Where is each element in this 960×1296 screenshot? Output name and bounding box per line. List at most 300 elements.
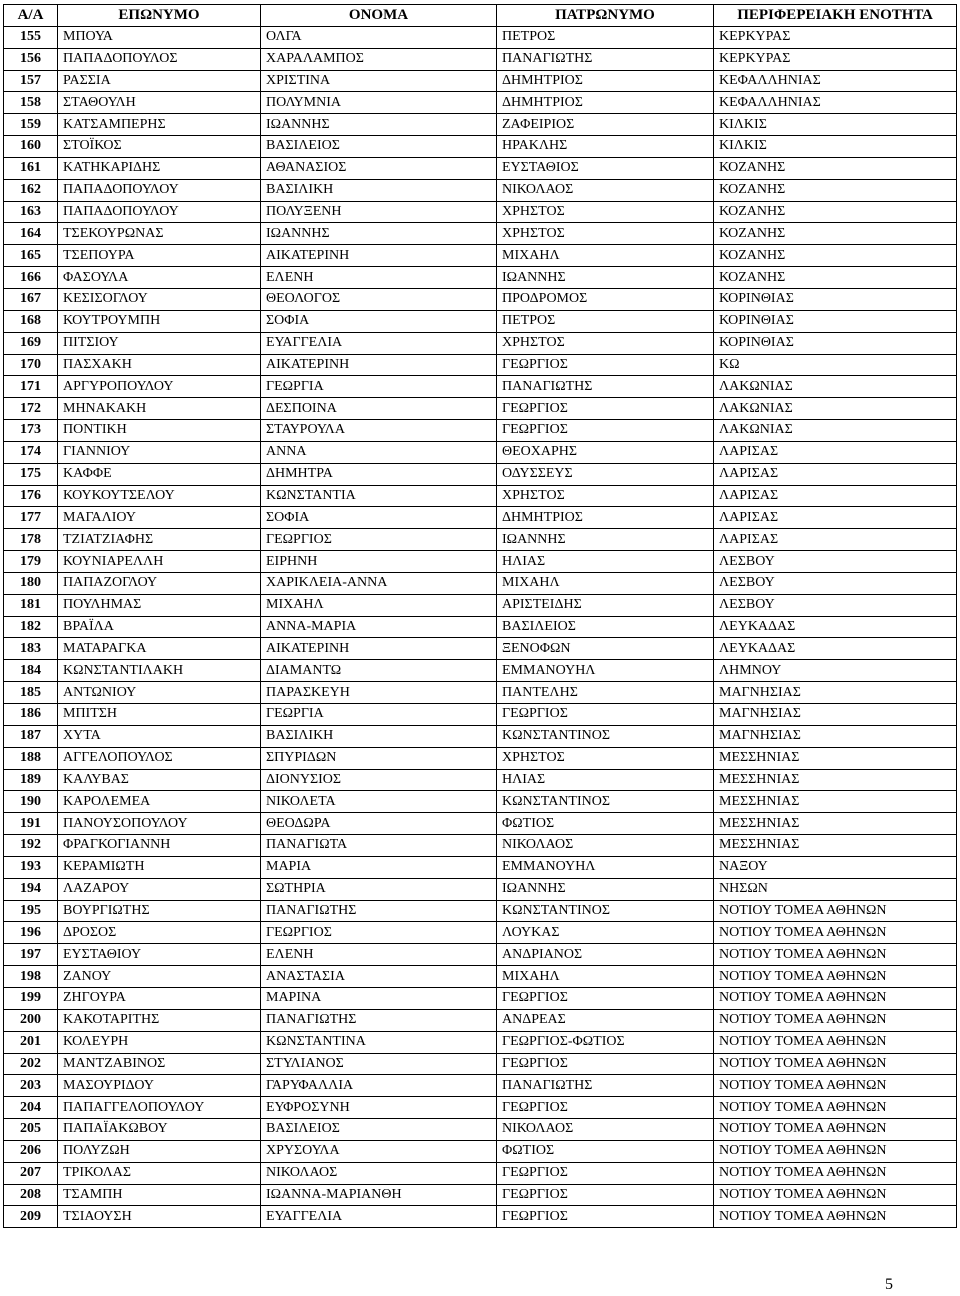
regional-unit-cell: ΝΟΤΙΟΥ ΤΟΜΕΑ ΑΘΗΝΩΝ xyxy=(714,1119,957,1141)
fathers-name-cell: ΓΕΩΡΓΙΟΣ xyxy=(497,1053,714,1075)
surname-cell: ΠΑΠΑΪΑΚΩΒΟΥ xyxy=(58,1119,261,1141)
regional-unit-cell: ΚΟΖΑΝΗΣ xyxy=(714,179,957,201)
row-number: 193 xyxy=(4,856,58,878)
table-row xyxy=(4,1162,957,1184)
first-name-cell: ΟΛΓΑ xyxy=(261,26,497,48)
first-name-cell: ΠΑΝΑΓΙΩΤΗΣ xyxy=(261,1009,497,1031)
row-number: 182 xyxy=(4,616,58,638)
row-number: 168 xyxy=(4,310,58,332)
row-number: 183 xyxy=(4,638,58,660)
row-number: 174 xyxy=(4,441,58,463)
regional-unit-cell: ΚΩ xyxy=(714,354,957,376)
surname-cell: ΤΣΕΚΟΥΡΩΝΑΣ xyxy=(58,223,261,245)
first-name-cell: ΜΙΧΑΗΛ xyxy=(261,594,497,616)
row-number: 165 xyxy=(4,245,58,267)
surname-cell: ΠΑΣΧΑΚΗ xyxy=(58,354,261,376)
fathers-name-cell: ΙΩΑΝΝΗΣ xyxy=(497,267,714,289)
regional-unit-cell: ΚΟΖΑΝΗΣ xyxy=(714,201,957,223)
table-row xyxy=(4,332,957,354)
row-number: 200 xyxy=(4,1009,58,1031)
surname-cell: ΛΑΖΑΡΟΥ xyxy=(58,878,261,900)
regional-unit-cell: ΝΟΤΙΟΥ ΤΟΜΕΑ ΑΘΗΝΩΝ xyxy=(714,987,957,1009)
table-row xyxy=(4,704,957,726)
surname-cell: ΚΑΤΗΚΑΡΙΔΗΣ xyxy=(58,157,261,179)
surname-cell: ΚΑΛΥΒΑΣ xyxy=(58,769,261,791)
regional-unit-cell: ΝΟΤΙΟΥ ΤΟΜΕΑ ΑΘΗΝΩΝ xyxy=(714,966,957,988)
table-row xyxy=(4,245,957,267)
surname-cell: ΚΟΥΤΡΟΥΜΠΗ xyxy=(58,310,261,332)
fathers-name-cell: ΠΡΟΔΡΟΜΟΣ xyxy=(497,288,714,310)
fathers-name-cell: ΝΙΚΟΛΑΟΣ xyxy=(497,835,714,857)
fathers-name-cell: ΧΡΗΣΤΟΣ xyxy=(497,201,714,223)
row-number: 198 xyxy=(4,966,58,988)
surname-cell: ΧΥΤΑ xyxy=(58,725,261,747)
regional-unit-cell: ΝΟΤΙΟΥ ΤΟΜΕΑ ΑΘΗΝΩΝ xyxy=(714,1206,957,1228)
table-row xyxy=(4,725,957,747)
surname-cell: ΡΑΣΣΙΑ xyxy=(58,70,261,92)
table-row xyxy=(4,594,957,616)
table-row xyxy=(4,638,957,660)
fathers-name-cell: ΚΩΝΣΤΑΝΤΙΝΟΣ xyxy=(497,791,714,813)
table-row xyxy=(4,507,957,529)
fathers-name-cell: ΓΕΩΡΓΙΟΣ xyxy=(497,987,714,1009)
table-row xyxy=(4,682,957,704)
regional-unit-cell: ΛΗΜΝΟΥ xyxy=(714,660,957,682)
first-name-cell: ΔΙΑΜΑΝΤΩ xyxy=(261,660,497,682)
table-row xyxy=(4,922,957,944)
header-aa: Α/Α xyxy=(4,5,58,27)
regional-unit-cell: ΜΕΣΣΗΝΙΑΣ xyxy=(714,747,957,769)
fathers-name-cell: ΑΡΙΣΤΕΙΔΗΣ xyxy=(497,594,714,616)
first-name-cell: ΓΕΩΡΓΙΑ xyxy=(261,704,497,726)
surname-cell: ΠΟΛΥΖΩΗ xyxy=(58,1140,261,1162)
regional-unit-cell: ΜΕΣΣΗΝΙΑΣ xyxy=(714,769,957,791)
table-row xyxy=(4,92,957,114)
row-number: 175 xyxy=(4,463,58,485)
table-row xyxy=(4,856,957,878)
regional-unit-cell: ΜΑΓΝΗΣΙΑΣ xyxy=(714,682,957,704)
surname-cell: ΚΟΥΚΟΥΤΣΕΛΟΥ xyxy=(58,485,261,507)
fathers-name-cell: ΓΕΩΡΓΙΟΣ xyxy=(497,1206,714,1228)
table-row xyxy=(4,1009,957,1031)
surname-cell: ΠΙΤΣΙΟΥ xyxy=(58,332,261,354)
fathers-name-cell: ΙΩΑΝΝΗΣ xyxy=(497,529,714,551)
first-name-cell: ΑΝΑΣΤΑΣΙΑ xyxy=(261,966,497,988)
row-number: 164 xyxy=(4,223,58,245)
regional-unit-cell: ΚΟΖΑΝΗΣ xyxy=(714,223,957,245)
surname-cell: ΠΟΥΛΗΜΑΣ xyxy=(58,594,261,616)
first-name-cell: ΣΟΦΙΑ xyxy=(261,310,497,332)
fathers-name-cell: ΗΡΑΚΛΗΣ xyxy=(497,136,714,158)
fathers-name-cell: ΕΜΜΑΝΟΥΗΛ xyxy=(497,660,714,682)
regional-unit-cell: ΛΕΣΒΟΥ xyxy=(714,551,957,573)
regional-unit-cell: ΜΕΣΣΗΝΙΑΣ xyxy=(714,835,957,857)
row-number: 177 xyxy=(4,507,58,529)
table-row xyxy=(4,660,957,682)
regional-unit-cell: ΚΟΡΙΝΘΙΑΣ xyxy=(714,288,957,310)
fathers-name-cell: ΓΕΩΡΓΙΟΣ xyxy=(497,1162,714,1184)
table-row xyxy=(4,1053,957,1075)
table-row xyxy=(4,572,957,594)
table-row xyxy=(4,616,957,638)
fathers-name-cell: ΚΩΝΣΤΑΝΤΙΝΟΣ xyxy=(497,900,714,922)
first-name-cell: ΓΕΩΡΓΙΑ xyxy=(261,376,497,398)
regional-unit-cell: ΚΟΖΑΝΗΣ xyxy=(714,267,957,289)
first-name-cell: ΑΘΑΝΑΣΙΟΣ xyxy=(261,157,497,179)
first-name-cell: ΕΥΑΓΓΕΛΙΑ xyxy=(261,1206,497,1228)
row-number: 186 xyxy=(4,704,58,726)
table-row xyxy=(4,48,957,70)
regional-unit-cell: ΝΟΤΙΟΥ ΤΟΜΕΑ ΑΘΗΝΩΝ xyxy=(714,922,957,944)
row-number: 180 xyxy=(4,572,58,594)
regional-unit-cell: ΝΟΤΙΟΥ ΤΟΜΕΑ ΑΘΗΝΩΝ xyxy=(714,1053,957,1075)
regional-unit-cell: ΜΕΣΣΗΝΙΑΣ xyxy=(714,813,957,835)
first-name-cell: ΠΑΡΑΣΚΕΥΗ xyxy=(261,682,497,704)
fathers-name-cell: ΝΙΚΟΛΑΟΣ xyxy=(497,1119,714,1141)
regional-unit-cell: ΜΑΓΝΗΣΙΑΣ xyxy=(714,704,957,726)
table-row xyxy=(4,201,957,223)
row-number: 156 xyxy=(4,48,58,70)
fathers-name-cell: ΔΗΜΗΤΡΙΟΣ xyxy=(497,70,714,92)
first-name-cell: ΜΑΡΙΝΑ xyxy=(261,987,497,1009)
page-number: 5 xyxy=(885,1276,893,1293)
fathers-name-cell: ΜΙΧΑΗΛ xyxy=(497,572,714,594)
row-number: 157 xyxy=(4,70,58,92)
regional-unit-cell: ΚΕΡΚΥΡΑΣ xyxy=(714,48,957,70)
fathers-name-cell: ΠΑΝΑΓΙΩΤΗΣ xyxy=(497,48,714,70)
row-number: 161 xyxy=(4,157,58,179)
surname-cell: ΕΥΣΤΑΘΙΟΥ xyxy=(58,944,261,966)
table-row xyxy=(4,1206,957,1228)
surname-cell: ΚΑΡΟΛΕΜΕΑ xyxy=(58,791,261,813)
surname-cell: ΠΟΝΤΙΚΗ xyxy=(58,420,261,442)
row-number: 160 xyxy=(4,136,58,158)
fathers-name-cell: ΠΑΝΑΓΙΩΤΗΣ xyxy=(497,1075,714,1097)
first-name-cell: ΙΩΑΝΝΗΣ xyxy=(261,223,497,245)
regional-unit-cell: ΝΟΤΙΟΥ ΤΟΜΕΑ ΑΘΗΝΩΝ xyxy=(714,1009,957,1031)
regional-unit-cell: ΜΕΣΣΗΝΙΑΣ xyxy=(714,791,957,813)
surname-cell: ΚΟΛΕΥΡΗ xyxy=(58,1031,261,1053)
first-name-cell: ΝΙΚΟΛΕΤΑ xyxy=(261,791,497,813)
table-row xyxy=(4,551,957,573)
table-row xyxy=(4,1031,957,1053)
row-number: 184 xyxy=(4,660,58,682)
surname-cell: ΦΑΣΟΥΛΑ xyxy=(58,267,261,289)
regional-unit-cell: ΚΟΖΑΝΗΣ xyxy=(714,157,957,179)
surname-cell: ΚΩΝΣΤΑΝΤΙΛΑΚΗ xyxy=(58,660,261,682)
row-number: 176 xyxy=(4,485,58,507)
header-first-name: ΟΝΟΜΑ xyxy=(261,5,497,27)
table-row xyxy=(4,769,957,791)
row-number: 187 xyxy=(4,725,58,747)
table-row xyxy=(4,944,957,966)
row-number: 189 xyxy=(4,769,58,791)
fathers-name-cell: ΦΩΤΙΟΣ xyxy=(497,813,714,835)
row-number: 196 xyxy=(4,922,58,944)
regional-unit-cell: ΛΕΥΚΑΔΑΣ xyxy=(714,638,957,660)
surname-cell: ΚΟΥΝΙΑΡΕΛΛΗ xyxy=(58,551,261,573)
regional-unit-cell: ΛΑΡΙΣΑΣ xyxy=(714,441,957,463)
roster-body xyxy=(4,26,957,1227)
regional-unit-cell: ΝΟΤΙΟΥ ΤΟΜΕΑ ΑΘΗΝΩΝ xyxy=(714,1162,957,1184)
table-row xyxy=(4,354,957,376)
table-row xyxy=(4,441,957,463)
first-name-cell: ΚΩΝΣΤΑΝΤΙΑ xyxy=(261,485,497,507)
regional-unit-cell: ΚΙΛΚΙΣ xyxy=(714,114,957,136)
fathers-name-cell: ΖΑΦΕΙΡΙΟΣ xyxy=(497,114,714,136)
regional-unit-cell: ΝΟΤΙΟΥ ΤΟΜΕΑ ΑΘΗΝΩΝ xyxy=(714,944,957,966)
fathers-name-cell: ΓΕΩΡΓΙΟΣ xyxy=(497,398,714,420)
fathers-name-cell: ΜΙΧΑΗΛ xyxy=(497,245,714,267)
surname-cell: ΠΑΠΑΖΟΓΛΟΥ xyxy=(58,572,261,594)
surname-cell: ΠΑΝΟΥΣΟΠΟΥΛΟΥ xyxy=(58,813,261,835)
regional-unit-cell: ΛΑΡΙΣΑΣ xyxy=(714,529,957,551)
fathers-name-cell: ΓΕΩΡΓΙΟΣ xyxy=(497,420,714,442)
first-name-cell: ΓΕΩΡΓΙΟΣ xyxy=(261,922,497,944)
table-row xyxy=(4,310,957,332)
surname-cell: ΑΡΓΥΡΟΠΟΥΛΟΥ xyxy=(58,376,261,398)
surname-cell: ΜΑΝΤΖΑΒΙΝΟΣ xyxy=(58,1053,261,1075)
first-name-cell: ΑΝΝΑ xyxy=(261,441,497,463)
row-number: 204 xyxy=(4,1097,58,1119)
row-number: 172 xyxy=(4,398,58,420)
header-surname: ΕΠΩΝΥΜΟ xyxy=(58,5,261,27)
row-number: 169 xyxy=(4,332,58,354)
regional-unit-cell: ΛΕΥΚΑΔΑΣ xyxy=(714,616,957,638)
surname-cell: ΜΑΤΑΡΑΓΚΑ xyxy=(58,638,261,660)
table-row xyxy=(4,1097,957,1119)
row-number: 181 xyxy=(4,594,58,616)
surname-cell: ΜΠΙΤΣΗ xyxy=(58,704,261,726)
surname-cell: ΚΕΡΑΜΙΩΤΗ xyxy=(58,856,261,878)
surname-cell: ΑΓΓΕΛΟΠΟΥΛΟΣ xyxy=(58,747,261,769)
regional-unit-cell: ΝΟΤΙΟΥ ΤΟΜΕΑ ΑΘΗΝΩΝ xyxy=(714,1184,957,1206)
fathers-name-cell: ΑΝΔΡΕΑΣ xyxy=(497,1009,714,1031)
regional-unit-cell: ΝΟΤΙΟΥ ΤΟΜΕΑ ΑΘΗΝΩΝ xyxy=(714,1097,957,1119)
row-number: 178 xyxy=(4,529,58,551)
fathers-name-cell: ΕΥΣΤΑΘΙΟΣ xyxy=(497,157,714,179)
table-row xyxy=(4,529,957,551)
first-name-cell: ΠΟΛΥΞΕΝΗ xyxy=(261,201,497,223)
surname-cell: ΖΗΓΟΥΡΑ xyxy=(58,987,261,1009)
first-name-cell: ΘΕΟΛΟΓΟΣ xyxy=(261,288,497,310)
regional-unit-cell: ΛΑΡΙΣΑΣ xyxy=(714,463,957,485)
regional-unit-cell: ΝΟΤΙΟΥ ΤΟΜΕΑ ΑΘΗΝΩΝ xyxy=(714,1140,957,1162)
table-row xyxy=(4,288,957,310)
table-row xyxy=(4,987,957,1009)
surname-cell: ΚΕΣΙΣΟΓΛΟΥ xyxy=(58,288,261,310)
fathers-name-cell: ΝΙΚΟΛΑΟΣ xyxy=(497,179,714,201)
row-number: 195 xyxy=(4,900,58,922)
regional-unit-cell: ΚΟΖΑΝΗΣ xyxy=(714,245,957,267)
regional-unit-cell: ΚΕΦΑΛΛΗΝΙΑΣ xyxy=(714,92,957,114)
surname-cell: ΤΣΕΠΟΥΡΑ xyxy=(58,245,261,267)
table-row xyxy=(4,1184,957,1206)
surname-cell: ΖΑΝΟΥ xyxy=(58,966,261,988)
first-name-cell: ΣΠΥΡΙΔΩΝ xyxy=(261,747,497,769)
row-number: 166 xyxy=(4,267,58,289)
regional-unit-cell: ΛΑΡΙΣΑΣ xyxy=(714,507,957,529)
regional-unit-cell: ΛΑΡΙΣΑΣ xyxy=(714,485,957,507)
table-row xyxy=(4,747,957,769)
fathers-name-cell: ΠΑΝΑΓΙΩΤΗΣ xyxy=(497,376,714,398)
first-name-cell: ΧΡΥΣΟΥΛΑ xyxy=(261,1140,497,1162)
first-name-cell: ΘΕΟΔΩΡΑ xyxy=(261,813,497,835)
row-number: 192 xyxy=(4,835,58,857)
row-number: 197 xyxy=(4,944,58,966)
regional-unit-cell: ΝΟΤΙΟΥ ΤΟΜΕΑ ΑΘΗΝΩΝ xyxy=(714,900,957,922)
surname-cell: ΜΗΝΑΚΑΚΗ xyxy=(58,398,261,420)
surname-cell: ΤΡΙΚΟΛΑΣ xyxy=(58,1162,261,1184)
roster-table xyxy=(3,4,957,1228)
header-fathers-name: ΠΑΤΡΩΝΥΜΟ xyxy=(497,5,714,27)
table-row xyxy=(4,114,957,136)
first-name-cell: ΧΑΡΙΚΛΕΙΑ-ΑΝΝΑ xyxy=(261,572,497,594)
regional-unit-cell: ΝΟΤΙΟΥ ΤΟΜΕΑ ΑΘΗΝΩΝ xyxy=(714,1031,957,1053)
first-name-cell: ΑΙΚΑΤΕΡΙΝΗ xyxy=(261,638,497,660)
table-row xyxy=(4,791,957,813)
row-number: 171 xyxy=(4,376,58,398)
fathers-name-cell: ΦΩΤΙΟΣ xyxy=(497,1140,714,1162)
fathers-name-cell: ΓΕΩΡΓΙΟΣ xyxy=(497,1097,714,1119)
first-name-cell: ΚΩΝΣΤΑΝΤΙΝΑ xyxy=(261,1031,497,1053)
first-name-cell: ΝΙΚΟΛΑΟΣ xyxy=(261,1162,497,1184)
surname-cell: ΤΣΙΑΟΥΣΗ xyxy=(58,1206,261,1228)
fathers-name-cell: ΓΕΩΡΓΙΟΣ xyxy=(497,1184,714,1206)
surname-cell: ΠΑΠΑΔΟΠΟΥΛΟΣ xyxy=(58,48,261,70)
first-name-cell: ΔΙΟΝΥΣΙΟΣ xyxy=(261,769,497,791)
table-row xyxy=(4,966,957,988)
first-name-cell: ΧΡΙΣΤΙΝΑ xyxy=(261,70,497,92)
fathers-name-cell: ΠΕΤΡΟΣ xyxy=(497,310,714,332)
first-name-cell: ΕΙΡΗΝΗ xyxy=(261,551,497,573)
surname-cell: ΣΤΟΪΚΟΣ xyxy=(58,136,261,158)
first-name-cell: ΒΑΣΙΛΙΚΗ xyxy=(261,179,497,201)
row-number: 179 xyxy=(4,551,58,573)
row-number: 158 xyxy=(4,92,58,114)
row-number: 163 xyxy=(4,201,58,223)
fathers-name-cell: ΧΡΗΣΤΟΣ xyxy=(497,485,714,507)
surname-cell: ΚΑΦΦΕ xyxy=(58,463,261,485)
surname-cell: ΚΑΚΟΤΑΡΙΤΗΣ xyxy=(58,1009,261,1031)
regional-unit-cell: ΚΟΡΙΝΘΙΑΣ xyxy=(714,332,957,354)
fathers-name-cell: ΞΕΝΟΦΩΝ xyxy=(497,638,714,660)
surname-cell: ΠΑΠΑΔΟΠΟΥΛΟΥ xyxy=(58,201,261,223)
row-number: 159 xyxy=(4,114,58,136)
row-number: 162 xyxy=(4,179,58,201)
regional-unit-cell: ΚΟΡΙΝΘΙΑΣ xyxy=(714,310,957,332)
first-name-cell: ΔΗΜΗΤΡΑ xyxy=(261,463,497,485)
first-name-cell: ΒΑΣΙΛΙΚΗ xyxy=(261,725,497,747)
fathers-name-cell: ΕΜΜΑΝΟΥΗΛ xyxy=(497,856,714,878)
table-row xyxy=(4,1075,957,1097)
surname-cell: ΒΟΥΡΓΙΩΤΗΣ xyxy=(58,900,261,922)
first-name-cell: ΕΛΕΝΗ xyxy=(261,267,497,289)
fathers-name-cell: ΟΔΥΣΣΕΥΣ xyxy=(497,463,714,485)
row-number: 202 xyxy=(4,1053,58,1075)
row-number: 167 xyxy=(4,288,58,310)
fathers-name-cell: ΔΗΜΗΤΡΙΟΣ xyxy=(497,92,714,114)
fathers-name-cell: ΧΡΗΣΤΟΣ xyxy=(497,747,714,769)
regional-unit-cell: ΝΟΤΙΟΥ ΤΟΜΕΑ ΑΘΗΝΩΝ xyxy=(714,1075,957,1097)
table-row xyxy=(4,26,957,48)
regional-unit-cell: ΚΙΛΚΙΣ xyxy=(714,136,957,158)
table-row xyxy=(4,1140,957,1162)
fathers-name-cell: ΧΡΗΣΤΟΣ xyxy=(497,332,714,354)
fathers-name-cell: ΓΕΩΡΓΙΟΣ xyxy=(497,704,714,726)
first-name-cell: ΧΑΡΑΛΑΜΠΟΣ xyxy=(261,48,497,70)
first-name-cell: ΙΩΑΝΝΑ-ΜΑΡΙΑΝΘΗ xyxy=(261,1184,497,1206)
surname-cell: ΦΡΑΓΚΟΓΙΑΝΝΗ xyxy=(58,835,261,857)
table-row xyxy=(4,70,957,92)
regional-unit-cell: ΝΗΣΩΝ xyxy=(714,878,957,900)
regional-unit-cell: ΛΑΚΩΝΙΑΣ xyxy=(714,420,957,442)
surname-cell: ΜΑΓΑΛΙΟΥ xyxy=(58,507,261,529)
fathers-name-cell: ΠΕΤΡΟΣ xyxy=(497,26,714,48)
header-regional-unit: ΠΕΡΙΦΕΡΕΙΑΚΗ ΕΝΟΤΗΤΑ xyxy=(714,5,957,27)
surname-cell: ΜΠΟΥΑ xyxy=(58,26,261,48)
table-row xyxy=(4,267,957,289)
fathers-name-cell: ΔΗΜΗΤΡΙΟΣ xyxy=(497,507,714,529)
table-row xyxy=(4,398,957,420)
fathers-name-cell: ΠΑΝΤΕΛΗΣ xyxy=(497,682,714,704)
fathers-name-cell: ΓΕΩΡΓΙΟΣ xyxy=(497,354,714,376)
table-row xyxy=(4,223,957,245)
table-row xyxy=(4,900,957,922)
row-number: 170 xyxy=(4,354,58,376)
surname-cell: ΒΡΑΪΛΑ xyxy=(58,616,261,638)
row-number: 201 xyxy=(4,1031,58,1053)
table-row xyxy=(4,878,957,900)
fathers-name-cell: ΚΩΝΣΤΑΝΤΙΝΟΣ xyxy=(497,725,714,747)
surname-cell: ΓΙΑΝΝΙΟΥ xyxy=(58,441,261,463)
row-number: 191 xyxy=(4,813,58,835)
regional-unit-cell: ΛΕΣΒΟΥ xyxy=(714,572,957,594)
fathers-name-cell: ΓΕΩΡΓΙΟΣ-ΦΩΤΙΟΣ xyxy=(497,1031,714,1053)
fathers-name-cell: ΒΑΣΙΛΕΙΟΣ xyxy=(497,616,714,638)
surname-cell: ΣΤΑΘΟΥΛΗ xyxy=(58,92,261,114)
row-number: 203 xyxy=(4,1075,58,1097)
first-name-cell: ΣΤΑΥΡΟΥΛΑ xyxy=(261,420,497,442)
fathers-name-cell: ΧΡΗΣΤΟΣ xyxy=(497,223,714,245)
first-name-cell: ΑΙΚΑΤΕΡΙΝΗ xyxy=(261,245,497,267)
first-name-cell: ΔΕΣΠΟΙΝΑ xyxy=(261,398,497,420)
table-row xyxy=(4,179,957,201)
first-name-cell: ΓΑΡΥΦΑΛΛΙΑ xyxy=(261,1075,497,1097)
header-row xyxy=(4,5,957,27)
surname-cell: ΑΝΤΩΝΙΟΥ xyxy=(58,682,261,704)
first-name-cell: ΕΛΕΝΗ xyxy=(261,944,497,966)
regional-unit-cell: ΚΕΦΑΛΛΗΝΙΑΣ xyxy=(714,70,957,92)
surname-cell: ΤΣΑΜΠΗ xyxy=(58,1184,261,1206)
row-number: 188 xyxy=(4,747,58,769)
first-name-cell: ΓΕΩΡΓΙΟΣ xyxy=(261,529,497,551)
surname-cell: ΤΖΙΑΤΖΙΑΦΗΣ xyxy=(58,529,261,551)
first-name-cell: ΙΩΑΝΝΗΣ xyxy=(261,114,497,136)
row-number: 155 xyxy=(4,26,58,48)
fathers-name-cell: ΗΛΙΑΣ xyxy=(497,769,714,791)
row-number: 205 xyxy=(4,1119,58,1141)
surname-cell: ΜΑΣΟΥΡΙΔΟΥ xyxy=(58,1075,261,1097)
table-row xyxy=(4,485,957,507)
surname-cell: ΠΑΠΑΓΓΕΛΟΠΟΥΛΟΥ xyxy=(58,1097,261,1119)
table-row xyxy=(4,1119,957,1141)
regional-unit-cell: ΛΑΚΩΝΙΑΣ xyxy=(714,376,957,398)
first-name-cell: ΕΥΦΡΟΣΥΝΗ xyxy=(261,1097,497,1119)
fathers-name-cell: ΘΕΟΧΑΡΗΣ xyxy=(497,441,714,463)
table-row xyxy=(4,157,957,179)
surname-cell: ΔΡΟΣΟΣ xyxy=(58,922,261,944)
